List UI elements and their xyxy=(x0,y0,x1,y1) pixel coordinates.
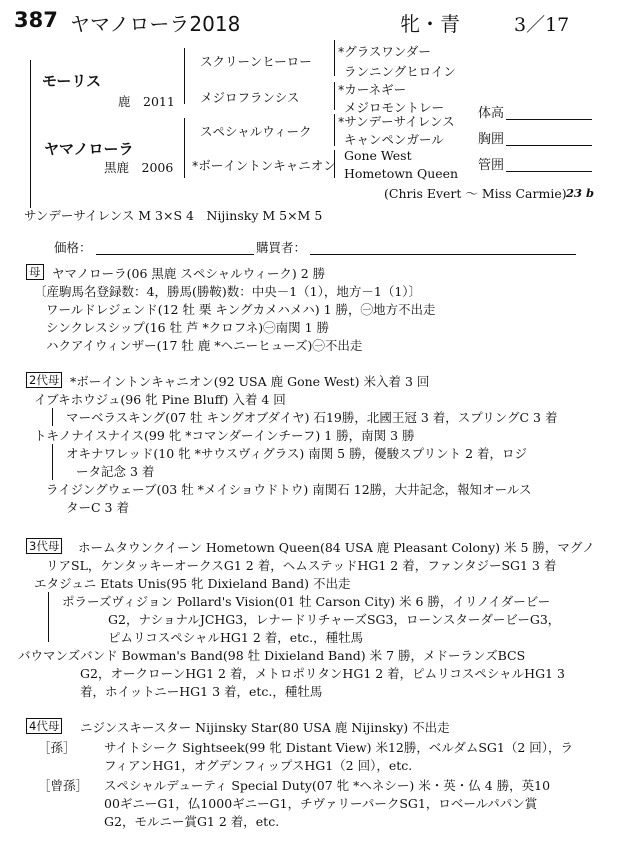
height-label: 体高 xyxy=(478,106,505,121)
dam4-line: 00ギニーG1，仏1000ギニーG1，チヴァリーパークSG1，ロベールパパン賞 xyxy=(104,796,538,811)
gen3-4: メジロモントレー xyxy=(344,100,445,115)
section-2nd-dam xyxy=(26,372,62,388)
pedigree-bracket xyxy=(334,114,335,146)
section-tag: 3代母 xyxy=(26,538,62,554)
gen3-5: *サンデーサイレンス xyxy=(338,114,455,129)
section-tag: 母 xyxy=(26,264,44,280)
dam3-line: リアSL，ケンタッキーオークスG1 2 着，ヘムステッドHG1 2 着，ファンタジーSG1 3 着 xyxy=(46,558,557,573)
dam2-line: ターC 3 着 xyxy=(66,500,129,515)
grandchild-tag: ［孫］ xyxy=(38,740,76,755)
dam4-line: スペシャルデューティ Special Duty(07 牝 *ヘネシー) 米・英・仏 4 勝，英10 xyxy=(104,778,551,793)
gen3-note: (Chris Evert ～ Miss Carmie) xyxy=(384,186,567,201)
dam3-line: G2，オークローンHG1 2 着，メトロポリタンHG1 2 着，ピムリコスペシャルHG1 3 xyxy=(80,666,565,681)
inbreeding: サンデーサイレンス M 3×S 4 Nijinsky M 5×M 5 xyxy=(24,208,323,223)
gen3-8: Hometown Queen xyxy=(344,166,459,181)
gen3-6: キャンペンガール xyxy=(344,132,444,147)
section-tag: 2代母 xyxy=(26,372,62,388)
sex-color: 牝・青 xyxy=(400,12,460,36)
sire-color-year: 鹿 2011 xyxy=(118,94,175,109)
dam-line: ハクアイウィンザー(17 牡 鹿 *ヘニーヒューズ)㊀不出走 xyxy=(46,338,363,353)
dam3-line: エタジュニ Etats Unis(95 牝 Dixieland Band) 不出走 xyxy=(34,576,351,591)
dam3-line: ポラーズヴィジョン Pollard's Vision(01 牡 Carson City) 米 6 勝，イリノイダービー xyxy=(62,594,551,609)
dam-dam: *ボーイントンキャニオン xyxy=(192,158,336,173)
catalog-date: 3／17 xyxy=(514,14,570,36)
indent-bar xyxy=(52,408,53,426)
great-grandchild-tag: ［曾孫］ xyxy=(38,778,89,793)
chest-label: 胸囲 xyxy=(478,132,505,147)
pedigree-bracket xyxy=(30,60,31,208)
sire-dam: メジロフランシス xyxy=(200,90,300,105)
dam2-line: マーベラスキング(07 牡 キングオブダイヤ) 石19勝，北國王冠 3 着，スプリングC 3 着 xyxy=(66,410,558,425)
dam4-line: ニジンスキースター Nijinsky Star(80 USA 鹿 Nijinsky) 不出走 xyxy=(80,720,450,735)
cannon-label: 管囲 xyxy=(478,158,505,173)
page-ref: 23 b xyxy=(566,186,595,200)
dam2-line: ライジングウェーブ(03 牡 *メイショウドトウ) 南関石 12勝，大井記念，報知オールス xyxy=(46,482,532,497)
dam3-line: 着，ホイットニーHG1 3 着，etc.，種牡馬 xyxy=(80,684,323,699)
dam-sire: スペシャルウィーク xyxy=(200,124,312,139)
horse-name: ヤマノローラ2018 xyxy=(70,12,241,36)
dam-name: ヤマノローラ xyxy=(44,140,134,158)
section-dam xyxy=(26,264,44,280)
section-4th-dam xyxy=(26,718,62,734)
dam3-line: G2，ナショナルJCHG3，レナードリチャーズSG3，ローンスターダービーG3， xyxy=(108,612,561,627)
gen3-7: Gone West xyxy=(344,148,412,163)
pedigree-bracket xyxy=(334,40,335,76)
section-3rd-dam xyxy=(26,538,62,554)
buyer-label: 購買者： xyxy=(256,240,307,255)
dam2-line: ータ記念 3 着 xyxy=(76,464,155,479)
sire-sire: スクリーンヒーロー xyxy=(200,54,312,69)
sire-name: モーリス xyxy=(42,72,102,90)
dam2-line: イブキホウジュ(96 牝 Pine Bluff) 入着 4 回 xyxy=(34,392,286,407)
indent-bar xyxy=(52,444,53,480)
pedigree-bracket xyxy=(334,82,335,110)
dam-line: 〔産駒馬名登録数：4，勝馬(勝鞍)数：中央－1（1），地方－1（1）〕 xyxy=(34,284,422,299)
gen3-3: *カーネギー xyxy=(338,82,407,97)
dam3-line: ホームタウンクイーン Hometown Queen(84 USA 鹿 Pleasant Colony) 米 5 勝，マグノ xyxy=(78,540,595,555)
gen3-2: ランニングヒロイン xyxy=(344,64,456,79)
dam4-line: フィアンHG1，オグデンフィップスHG1（2 回），etc. xyxy=(104,758,413,773)
dam2-line: トキノナイスナイス(99 牝 *コマンダーインチーフ) 1 勝，南関 3 勝 xyxy=(34,428,415,443)
price-field[interactable] xyxy=(96,254,254,255)
chest-field[interactable] xyxy=(506,145,592,146)
dam2-line: *ボーイントンキャニオン(92 USA 鹿 Gone West) 米入着 3 回 xyxy=(70,374,430,389)
price-label: 価格： xyxy=(54,240,92,255)
dam2-line: オキナワレッド(10 牝 *サウスヴィグラス) 南関 5 勝，優駿スプリント 2 着，ロジ xyxy=(66,446,528,461)
dam3-line: ピムリコスペシャルHG1 2 着，etc.，種牡馬 xyxy=(108,630,364,645)
dam4-line: G2，モルニー賞G1 2 着，etc. xyxy=(104,814,280,829)
pedigree-bracket xyxy=(184,48,185,104)
cannon-field[interactable] xyxy=(506,171,592,172)
indent-bar xyxy=(48,592,49,642)
gen3-1: *グラスワンダー xyxy=(338,44,431,59)
dam-line: ヤマノローラ(06 黒鹿 スペシャルウィーク) 2 勝 xyxy=(52,266,326,281)
dam-line: シンクレスシップ(16 牡 芦 *クロフネ)㊀南関 1 勝 xyxy=(46,320,330,335)
dam3-line: バウマンズバンド Bowman's Band(98 牡 Dixieland Band) 米 7 勝，メドーランズBCS xyxy=(18,648,526,663)
pedigree-bracket xyxy=(184,118,185,178)
dam-line: ワールドレジェンド(12 牡 栗 キングカメハメハ) 1 勝，㊀地方不出走 xyxy=(46,302,436,317)
buyer-field[interactable] xyxy=(310,254,576,255)
dam4-line: サイトシーク Sightseek(99 牝 Distant View) 米12勝，ベルダムSG1（2 回），ラ xyxy=(104,740,574,755)
lot-number: 387 xyxy=(14,8,58,32)
dam-color-year: 黒鹿 2006 xyxy=(104,160,174,175)
section-tag: 4代母 xyxy=(26,718,62,734)
height-field[interactable] xyxy=(506,119,592,120)
